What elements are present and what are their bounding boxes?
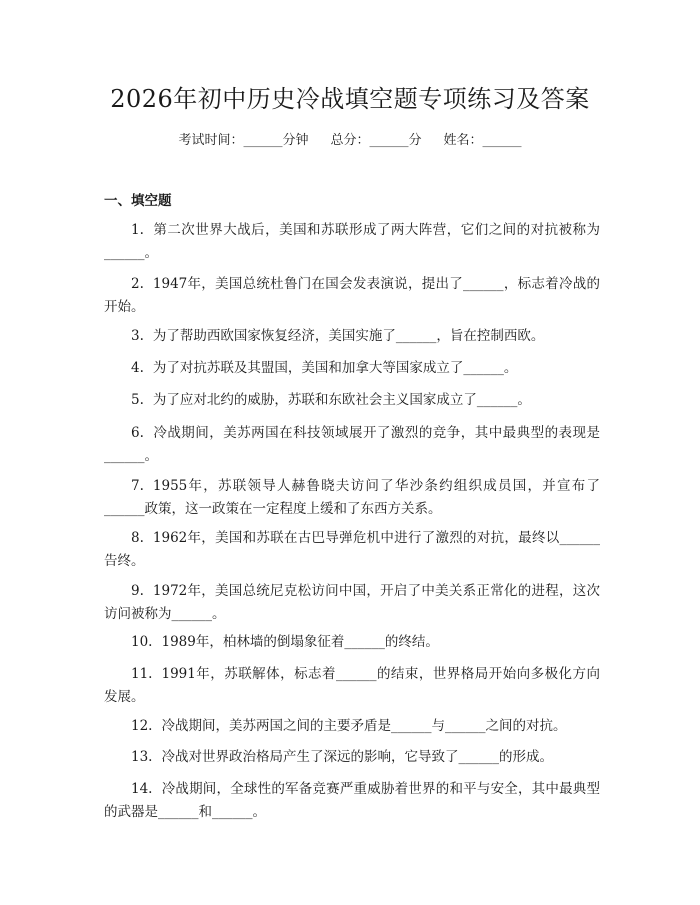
- question-number: 2.: [131, 276, 144, 292]
- question-9: [104, 580, 600, 626]
- question-13: [104, 746, 600, 769]
- exam-info: [0, 131, 700, 151]
- question-text: 1947年，美国总统杜鲁门在国会发表演说，提出了______，标志着冷战的开始。: [104, 276, 600, 315]
- question-3: [104, 325, 600, 348]
- question-text: 为了应对北约的威胁，苏联和东欧社会主义国家成立了______。: [152, 392, 531, 408]
- question-14: [104, 778, 600, 824]
- question-text: 第二次世界大战后，美国和苏联形成了两大阵营，它们之间的对抗被称为______。: [104, 222, 600, 261]
- question-11: [104, 663, 600, 709]
- question-text: 冷战期间，美苏两国之间的主要矛盾是______与______之间的对抗。: [161, 718, 567, 734]
- question-text: 为了帮助西欧国家恢复经济，美国实施了______，旨在控制西欧。: [152, 328, 545, 344]
- question-number: 1.: [131, 222, 144, 238]
- question-number: 12.: [131, 718, 153, 734]
- question-6: [104, 422, 600, 468]
- question-12: [104, 715, 600, 738]
- question-text: 冷战对世界政治格局产生了深远的影响，它导致了______的形成。: [161, 749, 553, 765]
- question-number: 14.: [131, 781, 153, 797]
- question-text: 1989年，柏林墙的倒塌象征着______的终结。: [161, 634, 439, 650]
- question-number: 3.: [131, 328, 144, 344]
- question-text: 冷战期间，全球性的军备竞赛严重威胁着世界的和平与安全，其中最典型的武器是______和______。: [104, 781, 600, 820]
- question-text: 1972年，美国总统尼克松访问中国，开启了中美关系正常化的进程，这次访问被称为______。: [104, 583, 600, 622]
- question-text: 1991年，苏联解体，标志着______的结束，世界格局开始向多极化方向发展。: [104, 666, 600, 705]
- question-1: [104, 219, 600, 265]
- question-number: 8.: [131, 530, 144, 546]
- question-text: 1962年，美国和苏联在古巴导弹危机中进行了激烈的对抗，最终以______告终。: [104, 530, 600, 569]
- question-number: 11.: [131, 666, 153, 682]
- question-7: [104, 475, 600, 521]
- question-10: [104, 631, 600, 654]
- question-8: [104, 527, 600, 573]
- question-number: 7.: [131, 478, 144, 494]
- total-score: 总分：______分: [330, 133, 422, 148]
- question-number: 6.: [131, 425, 144, 441]
- question-number: 10.: [131, 634, 153, 650]
- question-number: 4.: [131, 360, 144, 376]
- question-number: 5.: [131, 392, 144, 408]
- page-title: 2026年初中历史冷战填空题专项练习及答案: [110, 85, 590, 113]
- question-number: 13.: [131, 749, 153, 765]
- question-text: 1955年，苏联领导人赫鲁晓夫访问了华沙条约组织成员国，并宣布了______政策，这一政策在一定程度上缓和了东西方关系。: [104, 478, 600, 517]
- student-name: 姓名：______: [443, 133, 522, 148]
- question-text: 冷战期间，美苏两国在科技领域展开了激烈的竞争，其中最典型的表现是______。: [104, 425, 600, 464]
- question-4: [104, 357, 600, 380]
- question-number: 9.: [131, 583, 144, 599]
- question-2: [104, 273, 600, 319]
- question-text: 为了对抗苏联及其盟国，美国和加拿大等国家成立了______。: [152, 360, 518, 376]
- question-5: [104, 389, 600, 412]
- section-heading: 一、填空题: [104, 193, 172, 209]
- exam-time: 考试时间：______分钟: [178, 133, 309, 148]
